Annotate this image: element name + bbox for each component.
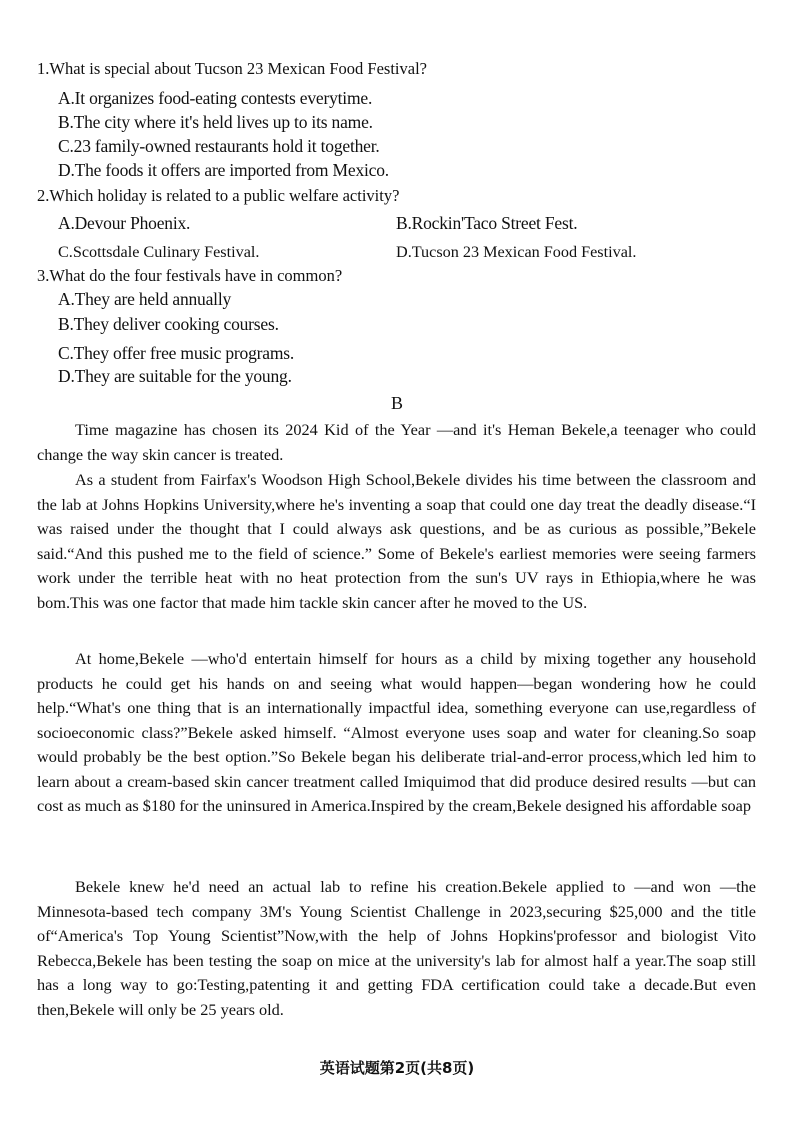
page-footer: 英语试题第2页(共8页) (319, 1059, 475, 1077)
question-2-option-d: D.Tucson 23 Mexican Food Festival. (396, 243, 637, 261)
passage-paragraph-4: Bekele knew he'd need an actual lab to refine his creation.Bekele applied to —and won —the Minnesota-based tech company 3M's Young Scientist Challenge in 2023,securing $25,000 and the title of“America's Top Young Scientist”Now,with the help of Johns Hopkins'professor and biologist Vito Rebecca,Bekele has been testing the soap on mice at the university's lab for almost half a year.The soap still has a long way to go:Testing,patenting it and getting FDA certification could take a decade.But even then,Bekele will only be 25 years old. (37, 877, 756, 1019)
question-1-option-a: A.It organizes food-eating contests everytime. (58, 88, 373, 108)
question-3-stem: 3.What do the four festivals have in common? (37, 266, 343, 285)
question-1-option-d: D.The foods it offers are imported from Mexico. (58, 160, 389, 180)
passage-paragraph-1: Time magazine has chosen its 2024 Kid of the Year —and it's Heman Bekele,a teenager who could change the way skin cancer is treated. (37, 420, 756, 464)
question-3-option-c: C.They offer free music programs. (58, 343, 295, 363)
section-b-title: B (390, 393, 403, 413)
question-3-option-a: A.They are held annually (58, 289, 232, 309)
question-3-option-d: D.They are suitable for the young. (58, 366, 292, 386)
question-2-option-c: C.Scottsdale Culinary Festival. (58, 243, 260, 261)
question-1-option-b: B.The city where it's held lives up to its name. (58, 112, 373, 132)
question-1-option-c: C.23 family-owned restaurants hold it together. (58, 136, 380, 156)
passage-paragraph-3: At home,Bekele —who'd entertain himself for hours as a child by mixing together any household products he could get his hands on and seeing what would happen—began wondering how he could help.“What's one thing that is an internationally impactful idea, something everyone can use,regardless of socioeconomic class?”Bekele asked himself. “Almost everyone uses soap and water for cleaning.So soap would probably be the best option.”So Bekele began his deliberate trial-and-error process,which led him to learn about a cream-based skin cancer treatment called Imiquimod that did produce desired results —but can cost as much as $180 for the uninsured in America.Inspired by the cream,Bekele designed his affordable soap (37, 649, 756, 815)
question-2-option-a: A.Devour Phoenix. (58, 213, 191, 233)
passage-paragraph-2: As a student from Fairfax's Woodson High School,Bekele divides his time between the classroom and the lab at Johns Hopkins University,where he's inventing a soap that could one day treat the deadly disease.“I was raised under the thought that I could always ask questions, and be as curious as possible,”Bekele said.“And this pushed me to the field of science.” Some of Bekele's earliest memories were seeing farmers work under the terrible heat with no heat protection from the sun's UV rays in Ethiopia,where he was bom.This was one factor that made him tackle skin cancer after he moved to the US. (37, 470, 756, 612)
question-2-stem: 2.Which holiday is related to a public welfare activity? (37, 186, 400, 205)
question-2-option-b: B.Rockin'Taco Street Fest. (396, 213, 578, 233)
question-3-option-b: B.They deliver cooking courses. (58, 314, 279, 334)
question-1-stem: 1.What is special about Tucson 23 Mexican Food Festival? (37, 59, 427, 78)
